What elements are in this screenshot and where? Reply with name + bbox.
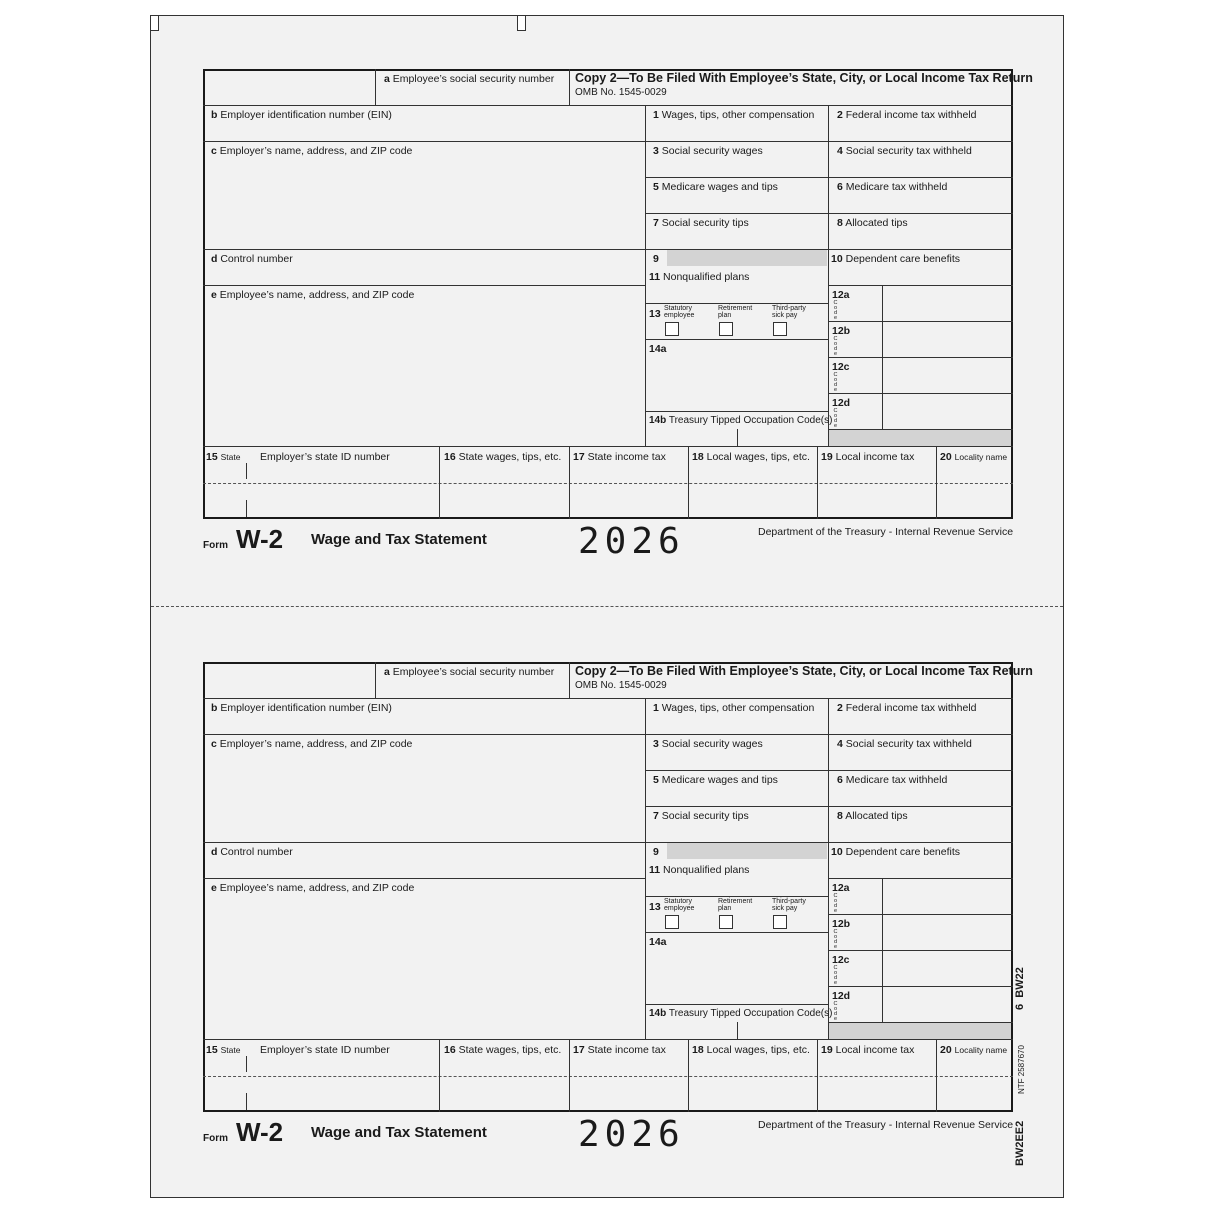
copy-title: Copy 2—To Be Filed With Employee’s State, City, or Local Income Tax Return <box>575 71 1033 85</box>
perforation-line <box>151 606 1063 607</box>
grid-line <box>645 339 828 340</box>
grid-line <box>569 1039 570 1112</box>
grid-line <box>203 734 1013 735</box>
box12-shaded <box>829 430 1011 446</box>
grid-line <box>203 249 1013 250</box>
grid-line <box>936 446 937 519</box>
box14b-label: 14b Treasury Tipped Occupation Code(s) <box>649 1008 833 1019</box>
box17-label: 17 State income tax <box>573 451 666 463</box>
grid-line <box>828 321 1013 322</box>
side-code-6-bw22 <box>1014 967 1026 1010</box>
box16-label: 16 State wages, tips, etc. <box>444 451 562 463</box>
box12-shaded <box>829 1023 1011 1039</box>
w2-copy-top <box>203 69 1033 562</box>
tax-year: 2026 <box>578 521 685 562</box>
box13-retirement-label: Retirement plan <box>718 305 753 319</box>
grid-line <box>645 411 828 412</box>
box10-label: 10 Dependent care benefits <box>831 253 961 265</box>
box1-label: 1 Wages, tips, other compensation <box>653 702 815 714</box>
box19-label: 19 Local income tax <box>821 451 915 463</box>
box8-label: 8 Allocated tips <box>837 217 908 229</box>
grid-line <box>645 932 828 933</box>
grid-line <box>645 698 646 1039</box>
box9-label: 9 <box>653 846 659 858</box>
grid-line <box>645 105 646 446</box>
grid-line <box>203 483 1013 484</box>
tax-year: 2026 <box>578 1114 685 1155</box>
grid-line <box>828 285 1013 286</box>
grid-line <box>828 393 1013 394</box>
omb-number: OMB No. 1545-0029 <box>575 680 667 691</box>
form-title: Wage and Tax Statement <box>311 531 487 548</box>
box13-label: 13 <box>649 901 661 913</box>
box13-statutory-label: Statutory employee <box>664 305 695 319</box>
form-number: W-2 <box>236 524 284 554</box>
box-c-label: c Employer’s name, address, and ZIP code <box>211 738 413 750</box>
box5-label: 5 Medicare wages and tips <box>653 774 778 786</box>
box12d-label: 12d <box>832 990 851 1002</box>
box15-id-label: Employer’s state ID number <box>260 451 390 463</box>
pin-hole-center <box>517 15 526 31</box>
grid-line <box>828 914 1013 915</box>
box20-label: 20 Locality name <box>940 1044 1008 1056</box>
grid-line <box>569 662 570 698</box>
grid-line <box>203 878 645 879</box>
box15-id-label: Employer’s state ID number <box>260 1044 390 1056</box>
retirement-plan-checkbox[interactable] <box>719 322 733 336</box>
box12d-code-label: C o d e <box>833 408 838 429</box>
grid-line <box>645 806 1013 807</box>
box9-shaded <box>667 250 827 266</box>
box15-label: 15 State <box>206 451 241 463</box>
grid-line <box>688 446 689 519</box>
box12b-code-label: C o d e <box>833 336 838 357</box>
box12d-code-label: C o d e <box>833 1001 838 1022</box>
box-e-label: e Employee’s name, address, and ZIP code <box>211 882 415 894</box>
box-a-label: a Employee’s social security number <box>384 666 555 678</box>
retirement-plan-checkbox[interactable] <box>719 915 733 929</box>
grid-line <box>936 1039 937 1112</box>
box12d-label: 12d <box>832 397 851 409</box>
department-label: Department of the Treasury - Internal Revenue Service <box>758 526 1014 538</box>
box-b-label: b Employer identification number (EIN) <box>211 702 392 714</box>
grid-line <box>246 500 247 517</box>
form-word: Form <box>203 1133 228 1144</box>
box7-label: 7 Social security tips <box>653 810 749 822</box>
box12c-label: 12c <box>832 361 850 373</box>
side-code-six: 6 <box>1014 1003 1026 1010</box>
grid-line <box>737 429 738 446</box>
box12b-label: 12b <box>832 918 851 930</box>
box-d-label: d Control number <box>211 846 293 858</box>
copy-title: Copy 2—To Be Filed With Employee’s State, City, or Local Income Tax Return <box>575 664 1033 678</box>
grid-line <box>828 698 829 1039</box>
box3-label: 3 Social security wages <box>653 738 763 750</box>
grid-line <box>246 1093 247 1110</box>
form-title: Wage and Tax Statement <box>311 1124 487 1141</box>
box14b-label: 14b Treasury Tipped Occupation Code(s) <box>649 415 833 426</box>
box19-label: 19 Local income tax <box>821 1044 915 1056</box>
box1-label: 1 Wages, tips, other compensation <box>653 109 815 121</box>
box11-label: 11 Nonqualified plans <box>649 864 750 876</box>
grid-line <box>375 662 376 698</box>
grid-line <box>246 463 247 479</box>
form-word: Form <box>203 540 228 551</box>
box12b-code-label: C o d e <box>833 929 838 950</box>
grid-line <box>645 303 828 304</box>
grid-line <box>375 69 376 105</box>
box6-label: 6 Medicare tax withheld <box>837 181 948 193</box>
grid-line <box>882 285 883 429</box>
grid-line <box>737 1022 738 1039</box>
grid-line <box>817 1039 818 1112</box>
grid-line <box>688 1039 689 1112</box>
grid-line <box>203 842 1013 843</box>
grid-line <box>817 446 818 519</box>
box14a-label: 14a <box>649 936 667 948</box>
grid-line <box>203 446 1013 447</box>
statutory-employee-checkbox[interactable] <box>665 322 679 336</box>
box13-label: 13 <box>649 308 661 320</box>
grid-line <box>828 950 1013 951</box>
box12c-code-label: C o d e <box>833 372 838 393</box>
box3-label: 3 Social security wages <box>653 145 763 157</box>
omb-number: OMB No. 1545-0029 <box>575 87 667 98</box>
grid-line <box>828 986 1013 987</box>
grid-line <box>645 1004 828 1005</box>
third-party-sick-pay-checkbox[interactable] <box>773 915 787 929</box>
box12c-label: 12c <box>832 954 850 966</box>
box-a-label: a Employee’s social security number <box>384 73 555 85</box>
pin-hole-left <box>150 15 159 31</box>
box12a-code-label: C o d e <box>833 893 838 914</box>
side-code-bw22: BW22 <box>1014 967 1026 998</box>
box12a-code-label: C o d e <box>833 300 838 321</box>
box8-label: 8 Allocated tips <box>837 810 908 822</box>
third-party-sick-pay-checkbox[interactable] <box>773 322 787 336</box>
grid-line <box>882 878 883 1022</box>
grid-line <box>569 446 570 519</box>
grid-line <box>828 878 1013 879</box>
grid-line <box>439 446 440 519</box>
box7-label: 7 Social security tips <box>653 217 749 229</box>
grid-line <box>828 105 829 446</box>
grid-line <box>203 285 645 286</box>
grid-line <box>203 698 1013 699</box>
box13-thirdparty-label: Third-party sick pay <box>772 898 806 912</box>
grid-line <box>439 1039 440 1112</box>
box18-label: 18 Local wages, tips, etc. <box>692 451 810 463</box>
statutory-employee-checkbox[interactable] <box>665 915 679 929</box>
grid-line <box>828 357 1013 358</box>
box-d-label: d Control number <box>211 253 293 265</box>
box12a-label: 12a <box>832 882 850 894</box>
grid-line <box>203 1076 1013 1077</box>
grid-line <box>645 177 1013 178</box>
box18-label: 18 Local wages, tips, etc. <box>692 1044 810 1056</box>
department-label: Department of the Treasury - Internal Revenue Service <box>758 1119 1014 1131</box>
box15-label: 15 State <box>206 1044 241 1056</box>
box9-label: 9 <box>653 253 659 265</box>
box4-label: 4 Social security tax withheld <box>837 145 972 157</box>
box13-thirdparty-label: Third-party sick pay <box>772 305 806 319</box>
box9-shaded <box>667 843 827 859</box>
side-code-ntf: NTF 2587670 <box>1017 1045 1026 1094</box>
grid-line <box>246 1056 247 1072</box>
box4-label: 4 Social security tax withheld <box>837 738 972 750</box>
box12c-code-label: C o d e <box>833 965 838 986</box>
box13-retirement-label: Retirement plan <box>718 898 753 912</box>
grid-line <box>203 105 1013 106</box>
grid-line <box>645 896 828 897</box>
box10-label: 10 Dependent care benefits <box>831 846 961 858</box>
box12b-label: 12b <box>832 325 851 337</box>
box20-label: 20 Locality name <box>940 451 1008 463</box>
box2-label: 2 Federal income tax withheld <box>837 702 977 714</box>
box2-label: 2 Federal income tax withheld <box>837 109 977 121</box>
box14a-label: 14a <box>649 343 667 355</box>
box-b-label: b Employer identification number (EIN) <box>211 109 392 121</box>
grid-line <box>645 770 1013 771</box>
box16-label: 16 State wages, tips, etc. <box>444 1044 562 1056</box>
grid-line <box>203 1039 1013 1040</box>
box12a-label: 12a <box>832 289 850 301</box>
box6-label: 6 Medicare tax withheld <box>837 774 948 786</box>
box-e-label: e Employee’s name, address, and ZIP code <box>211 289 415 301</box>
grid-line <box>203 141 1013 142</box>
box5-label: 5 Medicare wages and tips <box>653 181 778 193</box>
side-code-bw2ee2: BW2EE2 <box>1014 1120 1026 1166</box>
box11-label: 11 Nonqualified plans <box>649 271 750 283</box>
grid-line <box>569 69 570 105</box>
box13-statutory-label: Statutory employee <box>664 898 695 912</box>
grid-line <box>645 213 1013 214</box>
form-number: W-2 <box>236 1117 284 1147</box>
box-c-label: c Employer’s name, address, and ZIP code <box>211 145 413 157</box>
box17-label: 17 State income tax <box>573 1044 666 1056</box>
